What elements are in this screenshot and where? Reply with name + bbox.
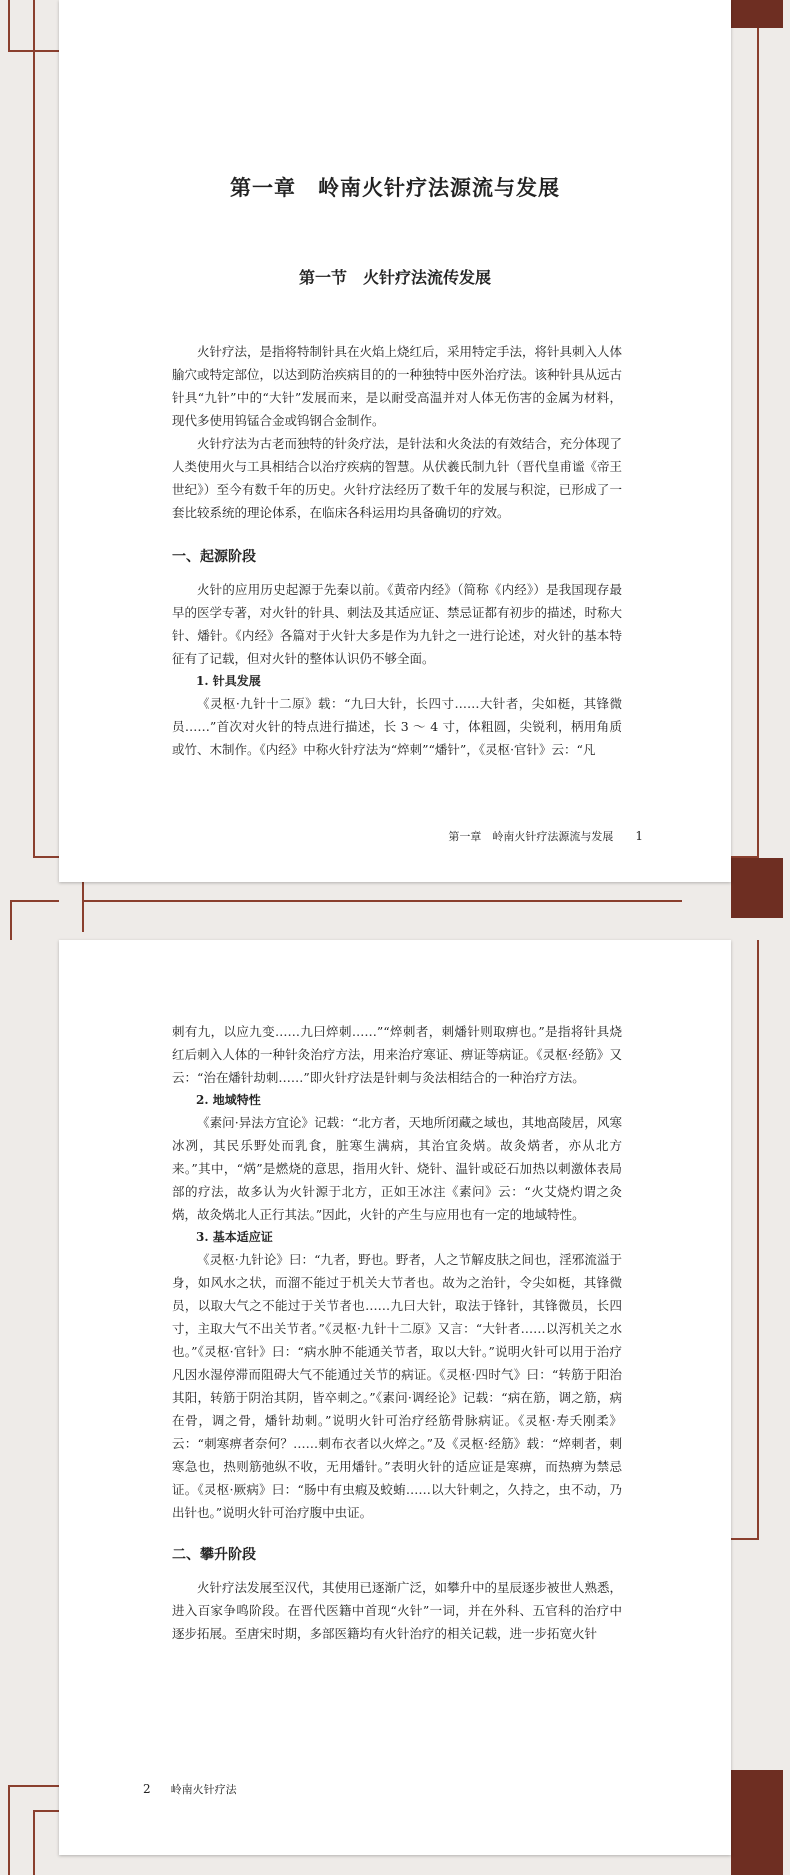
frame-line [757, 940, 759, 1540]
subheading-regional-features: 2. 地域特性 [196, 1093, 261, 1107]
paragraph: 火针的应用历史起源于先秦以前。《黄帝内经》（简称《内经》）是我国现存最早的医学专著，对火针的针具、刺法及其适应证、禁忌证都有初步的描述，时称大针、燔针。《内经》各篇对于火针大多是作为九针之一进行论述，对火针的基本特征有了记载，但对火针的整体认识仍不够全面。 [172, 582, 623, 666]
paragraph: 《灵枢·九针十二原》载：“九曰大针，长四寸……大针者，尖如梃，其锋微员……”首次对火针的特点进行描述，长 3 ～ 4 寸，体粗圆，尖锐利，柄用角质或竹、木制作。《内经》中称火针疗法为“焠刺”“燔针”，《灵枢·官针》云：“凡 [172, 696, 622, 757]
frame-line [10, 900, 59, 902]
heading-origin-stage: 一、起源阶段 [172, 549, 256, 565]
heading-rising-stage: 二、攀升阶段 [172, 1547, 256, 1563]
frame-line [82, 882, 84, 932]
frame-line [8, 0, 10, 52]
frame-block [731, 858, 783, 918]
page-footer [143, 1781, 237, 1797]
frame-line [8, 1785, 10, 1875]
running-header: 岭南火针疗法 [170, 1783, 237, 1796]
frame-line [10, 900, 12, 940]
frame-block [731, 1770, 783, 1875]
paragraph: 刺有九，以应九变……九曰焠刺……”“焠刺者，刺燔针则取痹也。”是指将针具烧红后刺入人体的一种针灸治疗方法，用来治疗寒证、痹证等病证。《灵枢·经筋》又云：“治在燔针劫刺……”即火针疗法是针刺与灸法相结合的一种治疗方法。 [172, 1024, 622, 1085]
paragraph: 《灵枢·九针论》曰：“九者，野也。野者，人之节解皮肤之间也，淫邪流溢于身，如风水之状，而溜不能过于机关大节者也。故为之治针，令尖如梃，其锋微员，以取大气之不能过于关节者也……九曰大针，取法于锋针，其锋微员，长四寸，主取大气不出关节者。”《灵枢·九针十二原》又言：“大针者……以泻机关之水也。”《灵枢·官针》曰：“病水肿不能通关节者，取以大针。”说明火针可以用于治疗凡因水湿停滞而阻碍大气不能通过关节的病证。《灵枢·四时气》曰：“转筋于阳治其阳，转筋于阴治其阴，皆卒刺之。”《素问·调经论》记载：“病在筋，调之筋，病在骨，调之骨，燔针劫刺。”说明火针可治疗经筋骨脉病证。《灵枢·寿夭刚柔》云：“刺寒痹者奈何？……刺布衣者以火焠之。”及《灵枢·经筋》载：“焠刺者，刺寒急也，热则筋弛纵不收，无用燔针。”表明火针的适应证是寒痹，而热痹为禁忌证。《灵枢·厥病》曰：“肠中有虫瘕及蛟蛕……以大针刺之，久持之，虫不动，乃出针也。”说明火针可治疗腹中虫证。 [172, 1252, 622, 1520]
page-footer [448, 828, 643, 844]
frame-line [33, 856, 59, 858]
chapter-title: 第一章 岭南火针疗法源流与发展 [230, 175, 560, 200]
frame-line [33, 1810, 35, 1875]
paragraph: 火针疗法为古老而独特的针灸疗法，是针法和火灸法的有效结合，充分体现了人类使用火与工具相结合以治疗疾病的智慧。从伏羲氏制九针（晋代皇甫谧《帝王世纪》）至今有数千年的历史。火针疗法经历了数千年的发展与积淀，已形成了一套比较系统的理论体系，在临床各科运用均具备确切的疗效。 [172, 436, 623, 520]
paragraph: 火针疗法，是指将特制针具在火焰上烧红后，采用特定手法，将针具刺入人体腧穴或特定部位，以达到防治疾病目的的一种独特中医外治疗法。该种针具从远古针具“九针”中的“大针”发展而来，是以耐受高温并对人体无伤害的金属为材料，现代多使用钨锰合金或钨钢合金制作。 [172, 344, 623, 428]
frame-block [731, 0, 783, 28]
paragraph: 火针疗法发展至汉代，其使用已逐渐广泛，如攀升中的星辰逐步被世人熟悉，进入百家争鸣阶段。在晋代医籍中首现“火针”一词，并在外科、五官科的治疗中逐步拓展。至唐宋时期，多部医籍均有火针治疗的相关记载，进一步拓宽火针 [172, 1580, 623, 1641]
frame-line [757, 0, 759, 858]
book-page-1 [59, 0, 731, 882]
frame-line [8, 1785, 59, 1787]
page-number: 1 [635, 829, 643, 843]
frame-line [731, 1538, 759, 1540]
subheading-needle-development: 1. 针具发展 [196, 674, 261, 688]
frame-line [82, 900, 682, 902]
frame-line [33, 0, 35, 858]
running-header: 第一章 岭南火针疗法源流与发展 [448, 830, 614, 843]
page-number: 2 [143, 1782, 151, 1796]
paragraph: 《素问·异法方宜论》记载：“北方者，天地所闭藏之域也，其地高陵居，风寒冰冽，其民乐野处而乳食，脏寒生满病，其治宜灸焫。故灸焫者，亦从北方来。”其中，“焫”是燃烧的意思，指用火针、烧针、温针或砭石加热以刺激体表局部的疗法，故多认为火针源于北方，正如王冰注《素问》云：“火艾烧灼谓之灸焫，故灸焫北人正行其法。”因此，火针的产生与应用也有一定的地域特性。 [172, 1115, 622, 1222]
book-page-2 [59, 940, 731, 1855]
section-title: 第一节 火针疗法流传发展 [298, 268, 491, 287]
frame-line [33, 1810, 59, 1812]
subheading-indications: 3. 基本适应证 [196, 1230, 273, 1244]
